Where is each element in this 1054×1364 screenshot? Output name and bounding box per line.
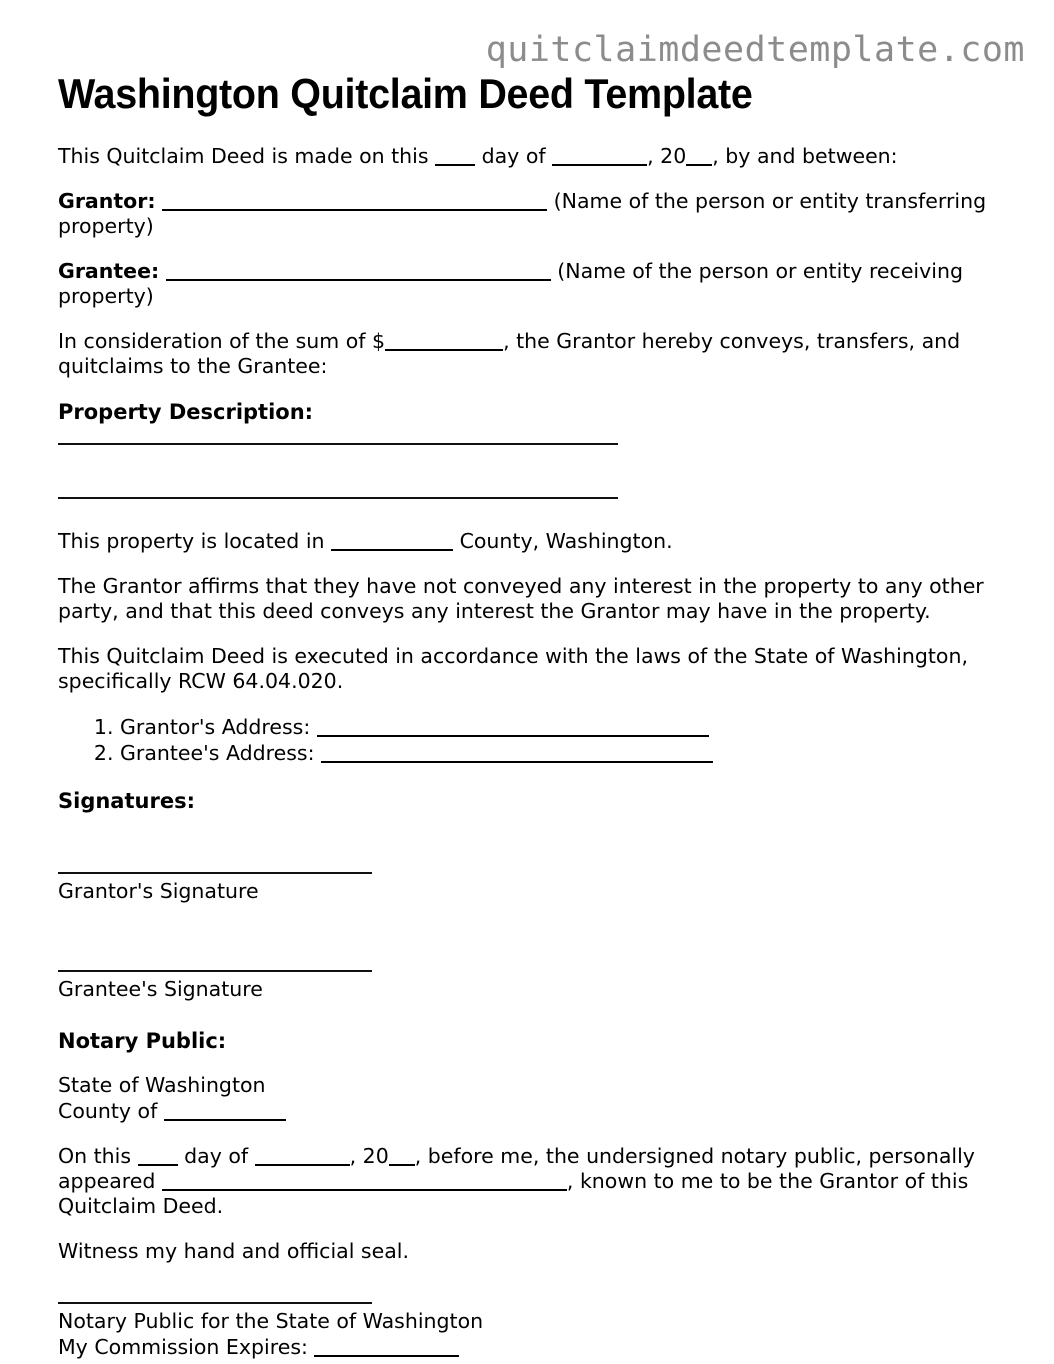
notary-day-blank[interactable]: [138, 1151, 178, 1166]
property-description-line-2[interactable]: [58, 497, 618, 499]
witness-paragraph: Witness my hand and official seal.: [58, 1239, 409, 1263]
consideration-amount-blank[interactable]: [385, 336, 503, 351]
notary-signature-block: [58, 1302, 998, 1360]
grantor-address-blank[interactable]: [317, 722, 709, 737]
grantor-paragraph: [58, 189, 998, 239]
notary-signature-line[interactable]: [58, 1302, 372, 1304]
intro-paragraph: [58, 144, 998, 169]
notary-signature-caption: Notary Public for the State of Washington: [58, 1309, 484, 1333]
notary-text-2: day of: [184, 1144, 249, 1168]
grantee-name-blank[interactable]: [166, 266, 551, 281]
grantee-address-label: Grantee's Address:: [120, 741, 315, 765]
location-text-1: This property is located in: [58, 529, 325, 553]
grantee-label: Grantee:: [58, 259, 160, 283]
intro-text-2: day of: [481, 144, 546, 168]
site-watermark: quitclaimdeedtemplate.com: [485, 30, 1025, 70]
notary-statement-paragraph: [58, 1144, 998, 1219]
notary-county-label: County of: [58, 1099, 158, 1123]
notary-month-blank[interactable]: [255, 1151, 350, 1166]
grantor-address-label: Grantor's Address:: [120, 715, 311, 739]
execution-paragraph: This Quitclaim Deed is executed in accordance with the laws of the State of Washington, specifically RCW 64.04.020.: [58, 644, 968, 693]
property-description-heading: Property Description:: [58, 400, 314, 424]
grantee-address-blank[interactable]: [321, 748, 713, 763]
signatures-heading: Signatures:: [58, 789, 195, 813]
notary-year-blank[interactable]: [389, 1151, 415, 1166]
notary-state-line: State of Washington: [58, 1073, 266, 1097]
intro-month-blank[interactable]: [552, 151, 647, 166]
grantee-signature-line[interactable]: [58, 970, 372, 972]
grantor-label: Grantor:: [58, 189, 156, 213]
notary-jurisdiction: [58, 1072, 998, 1124]
address-list: [58, 714, 998, 766]
notary-public-heading: Notary Public:: [58, 1029, 227, 1053]
commission-expires-line: [58, 1334, 998, 1360]
list-item: [120, 740, 998, 766]
location-text-2: County, Washington.: [459, 529, 673, 553]
property-description-line-1[interactable]: [58, 443, 618, 445]
location-county-blank[interactable]: [331, 536, 453, 551]
notary-county-blank[interactable]: [164, 1106, 286, 1121]
notary-appeared-blank[interactable]: [162, 1176, 567, 1191]
property-description-lines: [58, 443, 998, 499]
grantor-signature-caption: Grantor's Signature: [58, 879, 259, 903]
list-item: [120, 714, 998, 740]
signature-spacer-1: [58, 832, 998, 872]
consideration-paragraph: [58, 329, 998, 379]
intro-text-3: , 20: [647, 144, 687, 168]
grantor-note: (Name of the person or entity transferring property): [58, 189, 987, 238]
grantee-signature-block: [58, 970, 998, 1002]
commission-expires-label: My Commission Expires:: [58, 1335, 308, 1359]
intro-text-4: , by and between:: [712, 144, 898, 168]
notary-text-5: , known to me to be the Grantor of this Quitclaim Deed.: [58, 1169, 969, 1218]
consideration-text-1: In consideration of the sum of $: [58, 329, 386, 353]
commission-expires-blank[interactable]: [314, 1342, 459, 1357]
page-title: Washington Quitclaim Deed Template: [58, 70, 753, 117]
notary-text-3: , 20: [349, 1144, 389, 1168]
grantee-signature-caption: Grantee's Signature: [58, 977, 263, 1001]
intro-text-1: This Quitclaim Deed is made on this: [58, 144, 429, 168]
affirmation-paragraph: The Grantor affirms that they have not conveyed any interest in the property to any other party, and that this deed conveys any interest the Grantor may have in the property.: [58, 574, 984, 623]
grantee-paragraph: [58, 259, 998, 309]
signature-spacer-2: [58, 930, 998, 970]
consideration-text-2: , the Grantor hereby conveys, transfers, and quitclaims to the Grantee:: [58, 329, 961, 378]
notary-text-1: On this: [58, 1144, 132, 1168]
grantor-name-blank[interactable]: [162, 196, 547, 211]
notary-county-line: [58, 1098, 998, 1124]
grantor-signature-line[interactable]: [58, 872, 372, 874]
notary-text-4: , before me, the undersigned notary public, personally appeared: [58, 1144, 975, 1193]
grantee-note: (Name of the person or entity receiving property): [58, 259, 963, 308]
intro-day-blank[interactable]: [435, 151, 475, 166]
location-paragraph: [58, 529, 998, 554]
grantor-signature-block: [58, 872, 998, 904]
document-body: [58, 70, 998, 1360]
intro-year-blank[interactable]: [686, 151, 712, 166]
